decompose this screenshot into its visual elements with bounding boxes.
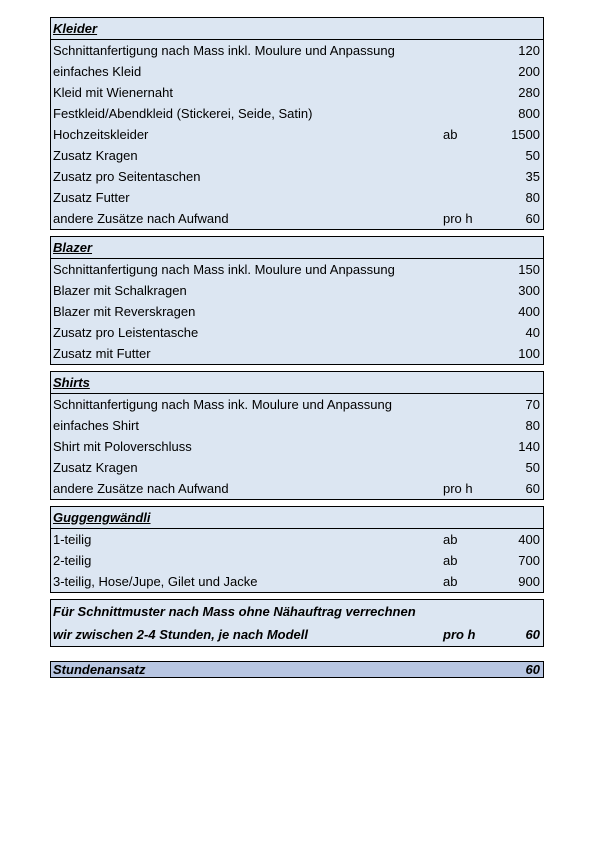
item-label: einfaches Kleid [53,64,142,79]
price-row [51,457,543,478]
note-price: 60 [525,627,540,642]
item-price: 50 [525,460,540,475]
item-price: 280 [518,85,540,100]
price-row [51,124,543,145]
item-label: Schnittanfertigung nach Mass inkl. Moulure und Anpassung [53,43,395,58]
item-unit: ab [443,532,458,547]
hourly-rate-label: Stundenansatz [53,662,146,677]
section-kleider [50,17,544,230]
item-price: 120 [518,43,540,58]
price-row [51,415,543,436]
item-label: Zusatz pro Leistentasche [53,325,199,340]
section-guggengwaendli [50,506,544,593]
price-row [51,40,543,61]
item-label: Kleid mit Wienernaht [53,85,173,100]
item-price: 1500 [511,127,540,142]
section-header [51,507,543,529]
item-price: 60 [525,211,540,226]
section-header [51,18,543,40]
price-row [51,529,543,550]
price-row [51,301,543,322]
item-price: 70 [525,397,540,412]
note-text-line2: wir zwischen 2-4 Stunden, je nach Modell [53,627,308,642]
price-row [51,322,543,343]
note-line [51,623,543,646]
item-price: 60 [525,481,540,496]
item-label: Zusatz pro Seitentaschen [53,169,201,184]
price-row [51,394,543,415]
price-row [51,145,543,166]
item-unit: ab [443,574,458,589]
item-price: 400 [518,532,540,547]
price-row [51,343,543,364]
section-title: Guggengwändli [53,510,151,525]
item-price: 150 [518,262,540,277]
item-label: Festkleid/Abendkleid (Stickerei, Seide, Satin) [53,106,313,121]
section-title: Shirts [53,375,90,390]
item-price: 800 [518,106,540,121]
hourly-rate-bar [50,661,544,678]
item-price: 40 [525,325,540,340]
item-price: 50 [525,148,540,163]
price-row [51,550,543,571]
item-price: 140 [518,439,540,454]
price-row [51,103,543,124]
item-price: 200 [518,64,540,79]
item-label: Blazer mit Reverskragen [53,304,196,319]
price-row [51,436,543,457]
price-row [51,61,543,82]
item-label: Zusatz Futter [53,190,130,205]
section-title: Kleider [53,21,98,36]
item-label: andere Zusätze nach Aufwand [53,481,229,496]
item-label: Schnittanfertigung nach Mass inkl. Moulure und Anpassung [53,262,395,277]
price-row [51,280,543,301]
price-row [51,82,543,103]
note-text-line1: Für Schnittmuster nach Mass ohne Nähauftrag verrechnen [53,604,416,619]
price-row [51,259,543,280]
item-label: Zusatz mit Futter [53,346,151,361]
item-label: 3-teilig, Hose/Jupe, Gilet und Jacke [53,574,258,589]
section-title: Blazer [53,240,93,255]
item-price: 400 [518,304,540,319]
price-row [51,166,543,187]
item-price: 80 [525,190,540,205]
item-unit: pro h [443,211,473,226]
note-unit: pro h [443,627,476,642]
section-blazer [50,236,544,365]
price-row [51,187,543,208]
item-label: einfaches Shirt [53,418,139,433]
price-row [51,208,543,229]
item-price: 300 [518,283,540,298]
section-shirts [50,371,544,500]
item-unit: pro h [443,481,473,496]
item-label: Blazer mit Schalkragen [53,283,187,298]
item-label: andere Zusätze nach Aufwand [53,211,229,226]
item-label: 2-teilig [53,553,92,568]
item-label: Zusatz Kragen [53,460,138,475]
item-unit: ab [443,553,458,568]
price-row [51,478,543,499]
note-line [51,600,543,623]
item-price: 35 [525,169,540,184]
item-label: Shirt mit Poloverschluss [53,439,192,454]
item-label: 1-teilig [53,532,92,547]
item-label: Hochzeitskleider [53,127,149,142]
item-price: 100 [518,346,540,361]
item-label: Schnittanfertigung nach Mass ink. Moulure und Anpassung [53,397,392,412]
hourly-rate-value: 60 [525,662,540,677]
item-label: Zusatz Kragen [53,148,138,163]
item-price: 80 [525,418,540,433]
item-price: 700 [518,553,540,568]
item-unit: ab [443,127,458,142]
section-header [51,237,543,259]
section-schnittmuster-note [50,599,544,647]
price-row [51,571,543,592]
section-header [51,372,543,394]
item-price: 900 [518,574,540,589]
